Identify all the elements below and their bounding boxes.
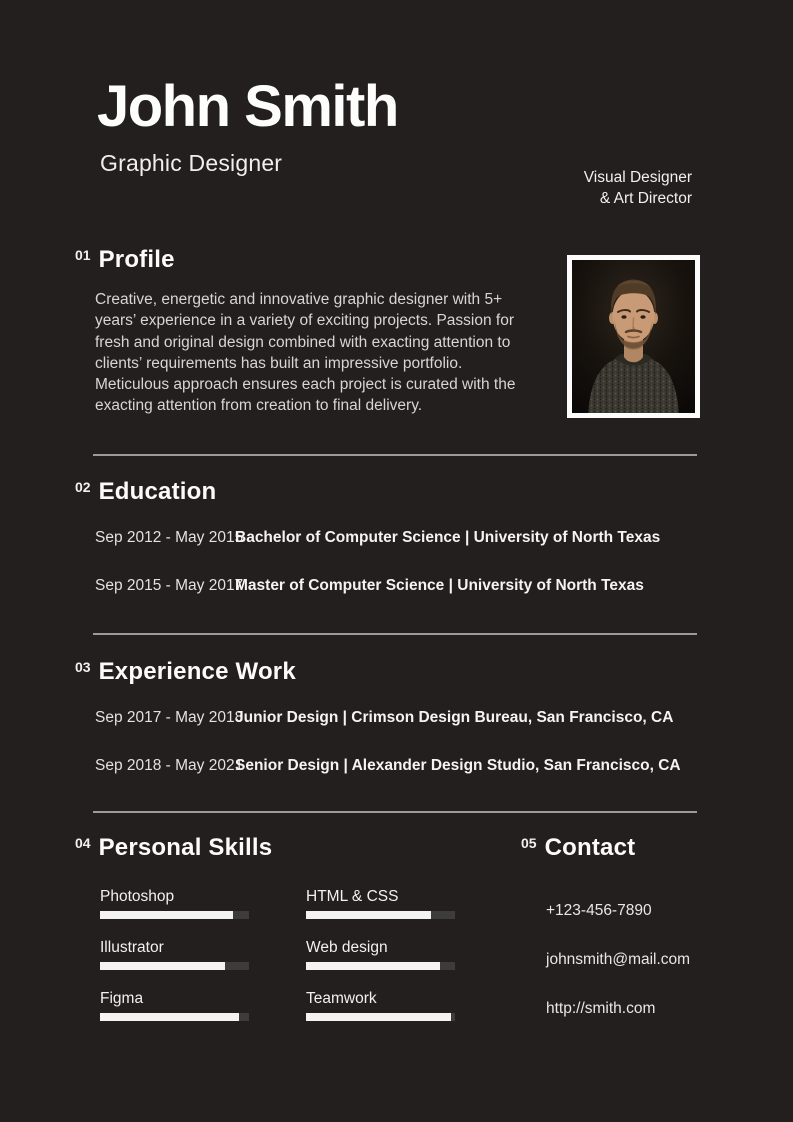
profile-photo-frame bbox=[567, 255, 700, 418]
section-divider bbox=[93, 811, 697, 813]
section-contact bbox=[521, 834, 690, 1048]
contact-phone: +123-456-7890 bbox=[546, 902, 652, 919]
skill-label: Figma bbox=[100, 990, 144, 1007]
person-role: Graphic Designer bbox=[100, 150, 283, 176]
skill-item-photoshop bbox=[100, 887, 249, 919]
skill-bar-track bbox=[306, 911, 455, 919]
skill-bar-track bbox=[100, 1013, 249, 1021]
education-date: Sep 2012 - May 2015 bbox=[95, 529, 244, 546]
tagline-line-1: Visual Designer bbox=[583, 169, 692, 186]
skill-item-html-css bbox=[306, 887, 455, 919]
education-detail: Bachelor of Computer Science | University of North Texas bbox=[235, 529, 661, 546]
section-divider bbox=[93, 633, 697, 635]
section-number: 01 bbox=[75, 247, 91, 263]
section-number: 02 bbox=[75, 479, 91, 495]
section-skills-header bbox=[75, 834, 455, 862]
section-education bbox=[75, 478, 660, 595]
section-profile bbox=[75, 246, 538, 417]
section-number: 04 bbox=[75, 835, 91, 851]
skill-bar-fill bbox=[100, 1013, 239, 1021]
header-tagline bbox=[584, 167, 692, 209]
section-skills bbox=[75, 834, 455, 1021]
section-title-skills: Personal Skills bbox=[98, 834, 273, 861]
section-title-education: Education bbox=[98, 478, 217, 505]
skill-bar-fill bbox=[306, 962, 440, 970]
section-contact-header bbox=[521, 834, 690, 862]
experience-detail: Junior Design | Crimson Design Bureau, San Francisco, CA bbox=[235, 709, 674, 726]
contact-website: http://smith.com bbox=[546, 1000, 656, 1017]
skill-item-web-design bbox=[306, 938, 455, 970]
skill-bar-fill bbox=[306, 911, 431, 919]
contact-email: johnsmith@mail.com bbox=[546, 951, 691, 968]
section-education-header bbox=[75, 478, 660, 506]
experience-row bbox=[95, 756, 681, 775]
skill-bar-track bbox=[100, 911, 249, 919]
skill-bar-fill bbox=[100, 962, 225, 970]
education-date: Sep 2015 - May 2017 bbox=[95, 577, 244, 594]
skill-bar-track bbox=[306, 962, 455, 970]
skill-label: Teamwork bbox=[306, 990, 377, 1007]
section-profile-header bbox=[75, 246, 538, 274]
experience-date: Sep 2017 - May 2018 bbox=[95, 709, 244, 726]
profile-summary-text: Creative, energetic and innovative graphic designer with 5+ years’ experience in a variety of exciting projects. Passion for fresh and original design combined with exacting attention to clients’ requirements has built an impressive portfolio. Meticulous approach ensures each project is curated with the exacting attention from creation to final delivery. bbox=[95, 291, 516, 415]
skill-bar-fill bbox=[100, 911, 233, 919]
experience-detail: Senior Design | Alexander Design Studio, San Francisco, CA bbox=[235, 757, 681, 774]
skill-bar-track bbox=[100, 962, 249, 970]
section-title-experience: Experience Work bbox=[98, 658, 296, 685]
skill-item-figma bbox=[100, 989, 249, 1021]
skill-label: HTML & CSS bbox=[306, 888, 399, 905]
section-divider bbox=[93, 454, 697, 456]
skill-bar-fill bbox=[306, 1013, 451, 1021]
education-row bbox=[95, 576, 660, 595]
skills-grid bbox=[100, 887, 455, 1021]
section-number: 03 bbox=[75, 659, 91, 675]
skill-label: Web design bbox=[306, 939, 388, 956]
education-row bbox=[95, 528, 660, 547]
person-name: John Smith bbox=[97, 74, 398, 139]
section-title-profile: Profile bbox=[98, 246, 175, 273]
skill-item-teamwork bbox=[306, 989, 455, 1021]
section-experience bbox=[75, 658, 681, 775]
skill-label: Photoshop bbox=[100, 888, 175, 905]
portrait-man-photo-icon bbox=[572, 260, 695, 413]
contact-list bbox=[546, 901, 690, 1018]
experience-date: Sep 2018 - May 2021 bbox=[95, 757, 244, 774]
skill-label: Illustrator bbox=[100, 939, 164, 956]
skill-bar-track bbox=[306, 1013, 455, 1021]
section-number: 05 bbox=[521, 835, 537, 851]
education-detail: Master of Computer Science | University of North Texas bbox=[235, 577, 644, 594]
experience-row bbox=[95, 708, 681, 727]
section-experience-header bbox=[75, 658, 681, 686]
section-title-contact: Contact bbox=[544, 834, 636, 861]
tagline-line-2: & Art Director bbox=[599, 190, 692, 207]
skill-item-illustrator bbox=[100, 938, 249, 970]
